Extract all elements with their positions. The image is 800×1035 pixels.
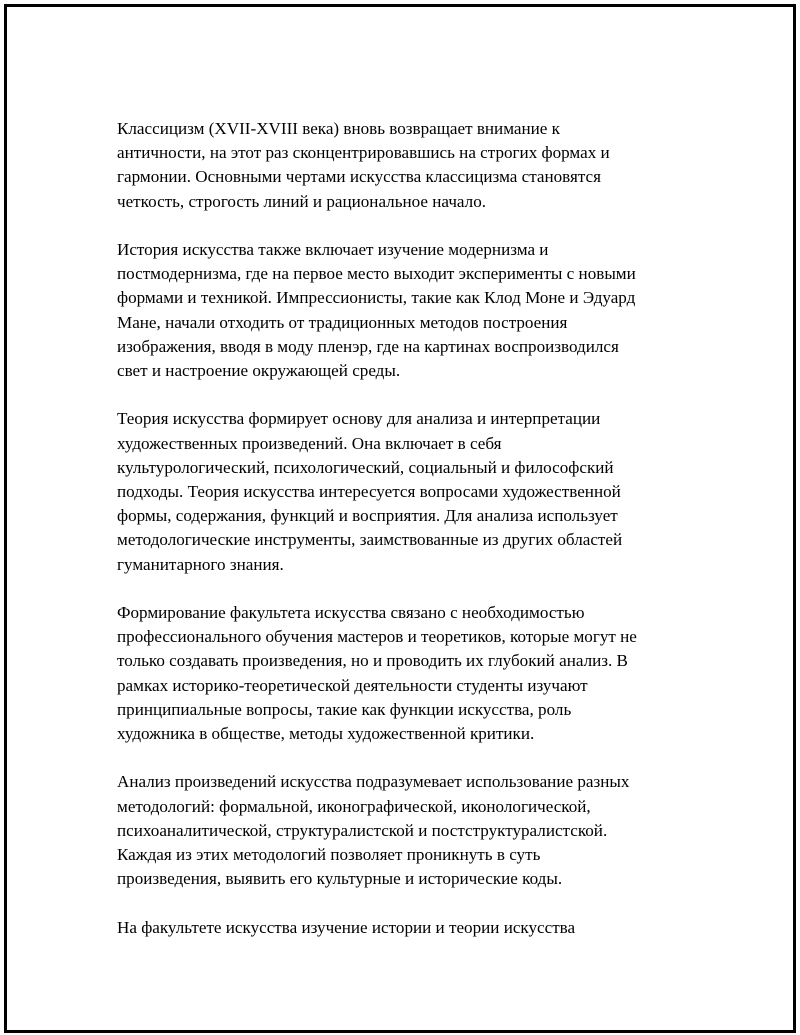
text-line: изображения, вводя в моду пленэр, где на картинах воспроизводился: [117, 336, 619, 356]
paragraph-methodologies: [117, 770, 692, 891]
paragraph-classicism: [117, 117, 692, 214]
text-line: культурологический, психологический, социальный и философский: [117, 457, 614, 477]
text-line: профессионального обучения мастеров и теоретиков, которые могут не: [117, 627, 637, 647]
text-line: художника в обществе, методы художественной критики.: [117, 724, 535, 744]
text-line: античности, на этот раз сконцентрировавшись на строгих формах и: [117, 143, 610, 163]
text-line: методологические инструменты, заимствованные из других областей: [117, 530, 623, 550]
text-line: психоаналитической, структуралистской и постструктуралистской.: [117, 820, 608, 840]
text-line: гуманитарного знания.: [117, 554, 284, 574]
paragraph-art-theory: [117, 407, 692, 576]
text-line: постмодернизма, где на первое место выходит эксперименты с новыми: [117, 264, 636, 284]
text-line: гармонии. Основными чертами искусства классицизма становятся: [117, 167, 602, 187]
text-line: подходы. Теория искусства интересуется вопросами художественной: [117, 482, 621, 502]
paragraph-faculty-study: [117, 916, 692, 940]
text-line: методологий: формальной, иконографической, иконологической,: [117, 796, 591, 816]
text-line: только создавать произведения, но и проводить их глубокий анализ. В: [117, 651, 628, 671]
text-line: принципиальные вопросы, такие как функции искусства, роль: [117, 699, 572, 719]
text-line: свет и настроение окружающей среды.: [117, 361, 401, 381]
text-line: Теория искусства формирует основу для анализа и интерпретации: [117, 409, 601, 429]
text-line: четкость, строгость линий и рациональное начало.: [117, 191, 487, 211]
text-line: История искусства также включает изучение модернизма и: [117, 240, 549, 259]
paragraph-modernism: [117, 238, 692, 383]
text-line: формы, содержания, функций и восприятия. Для анализа использует: [117, 506, 618, 526]
text-line: формами и техникой. Импрессионисты, такие как Клод Моне и Эдуард: [117, 288, 636, 308]
text-line: художественных произведений. Она включает в себя: [117, 433, 502, 453]
text-line: Анализ произведений искусства подразумевает использование разных: [117, 772, 630, 792]
text-line: рамках историко-теоретической деятельности студенты изучают: [117, 675, 588, 695]
text-line: Формирование факультета искусства связано с необходимостью: [117, 603, 585, 623]
text-line: На факультете искусства изучение истории и теории искусства: [117, 917, 576, 937]
paragraph-faculty-formation: [117, 601, 692, 746]
text-line: Мане, начали отходить от традиционных методов построения: [117, 312, 568, 332]
text-line: Классицизм (XVII-XVIII века) вновь возвращает внимание к: [117, 119, 560, 138]
document-body: [117, 117, 692, 964]
text-line: Каждая из этих методологий позволяет проникнуть в суть: [117, 845, 541, 865]
text-line: произведения, выявить его культурные и исторические коды.: [117, 869, 563, 889]
